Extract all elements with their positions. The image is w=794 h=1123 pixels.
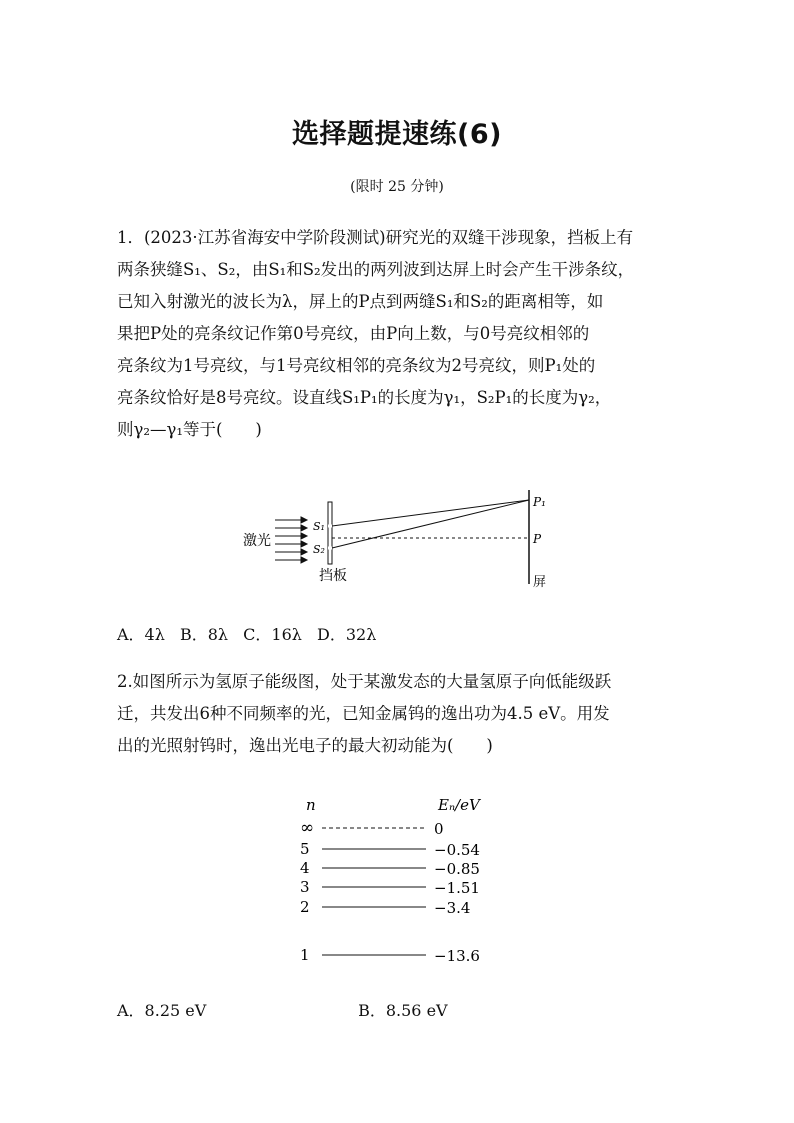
level-energy: −1.51 bbox=[434, 879, 480, 897]
page-title: 选择题提速练(6) bbox=[292, 119, 502, 150]
q1-line: 亮条纹为1号亮纹，与1号亮纹相邻的亮条纹为2号亮纹，则P₁处的 bbox=[117, 356, 596, 375]
level-number: 2 bbox=[300, 898, 310, 916]
level-number: 1 bbox=[300, 946, 310, 964]
p1-label: P₁ bbox=[533, 495, 546, 509]
barrier-label: 挡板 bbox=[319, 568, 347, 584]
level-number: ∞ bbox=[300, 818, 315, 838]
q2-line: 迁，共发出6种不同频率的光，已知金属钨的逸出功为4.5 eV。用发 bbox=[117, 704, 610, 723]
option-b[interactable]: B．8λ bbox=[179, 625, 229, 644]
q1-line: 两条狭缝S₁、S₂，由S₁和S₂发出的两列波到达屏上时会产生干涉条纹， bbox=[117, 260, 635, 279]
level-energy: −0.85 bbox=[434, 860, 480, 878]
option-c[interactable]: C．16λ bbox=[243, 625, 302, 644]
q1-line: 则γ₂—γ₁等于( ) bbox=[117, 420, 262, 439]
option-b[interactable]: B．8.56 eV bbox=[358, 1001, 448, 1020]
screen-label: 屏 bbox=[533, 575, 547, 590]
level-number: 3 bbox=[300, 878, 310, 896]
level-number: 5 bbox=[300, 840, 310, 858]
q2-line: 2.如图所示为氢原子能级图，处于某激发态的大量氢原子向低能级跃 bbox=[117, 672, 612, 691]
q1-line: 亮条纹恰好是8号亮纹。设直线S₁P₁的长度为γ₁，S₂P₁的长度为γ₂， bbox=[117, 388, 612, 407]
p-label: P bbox=[533, 532, 542, 546]
q2-line: 出的光照射钨时，逸出光电子的最大初动能为( ) bbox=[117, 736, 493, 755]
energy-level-diagram bbox=[290, 790, 520, 975]
option-d[interactable]: D．32λ bbox=[317, 625, 377, 644]
s1-label: S₁ bbox=[313, 520, 325, 533]
level-energy: −13.6 bbox=[434, 947, 480, 965]
question-1-options bbox=[117, 622, 386, 645]
level-energy: −0.54 bbox=[434, 841, 480, 859]
option-a[interactable]: A．8.25 eV bbox=[117, 1001, 207, 1020]
question-1-text bbox=[117, 222, 682, 446]
question-2-text bbox=[117, 666, 682, 762]
q1-line: 果把P处的亮条纹记作第0号亮纹，由P向上数，与0号亮纹相邻的 bbox=[117, 324, 590, 343]
option-a[interactable]: A．4λ bbox=[117, 625, 165, 644]
level-energy: −3.4 bbox=[434, 899, 471, 917]
time-limit: (限时 25 分钟) bbox=[350, 179, 444, 195]
question-2-options bbox=[117, 998, 458, 1021]
q1-line: 已知入射激光的波长为λ，屏上的P点到两缝S₁和S₂的距离相等，如 bbox=[117, 292, 604, 311]
level-number: 4 bbox=[300, 859, 310, 877]
laser-arrows bbox=[275, 517, 307, 563]
q1-line: 1．(2023·江苏省海安中学阶段测试)研究光的双缝干涉现象，挡板上有 bbox=[117, 228, 634, 247]
level-energy: 0 bbox=[434, 820, 444, 838]
energy-header: Eₙ/eV bbox=[438, 796, 480, 814]
s2-label: S₂ bbox=[313, 543, 325, 556]
n-header: n bbox=[306, 796, 316, 814]
double-slit-figure bbox=[235, 490, 565, 595]
barrier bbox=[328, 502, 332, 564]
laser-label: 激光 bbox=[243, 533, 271, 549]
